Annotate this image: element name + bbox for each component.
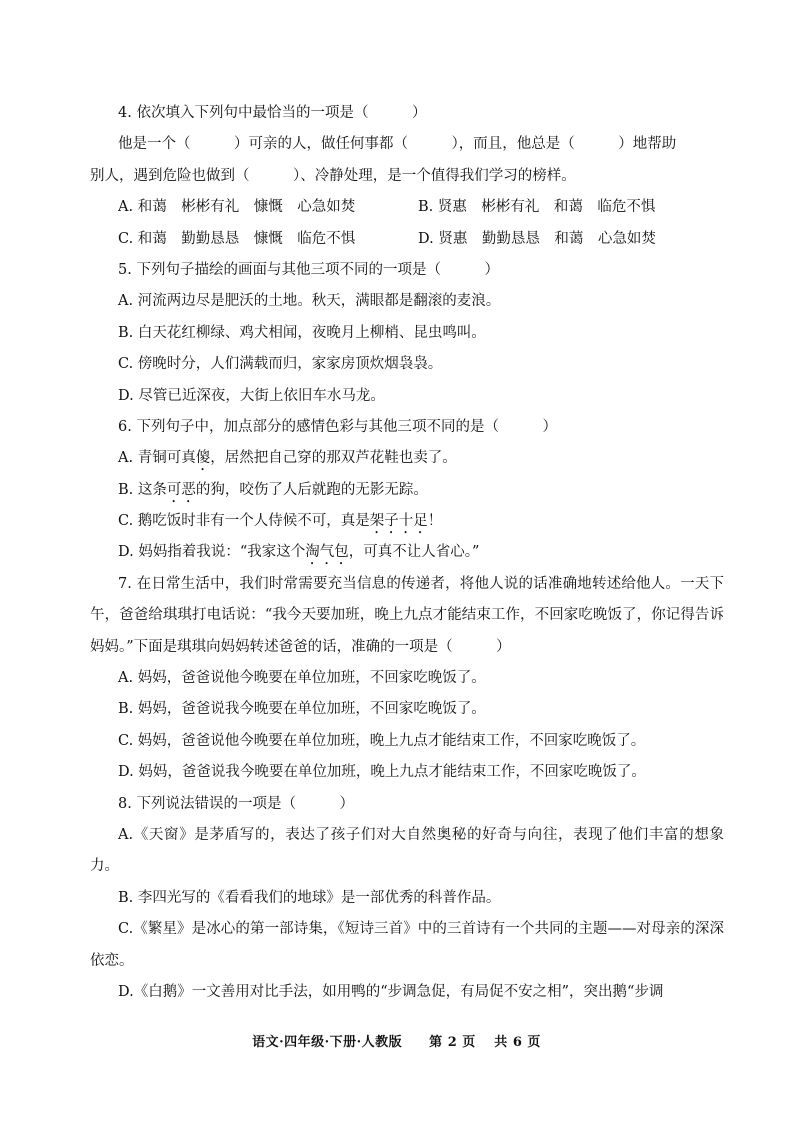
q4-sentence-line-1: 他是一个（ ）可亲的人，做任何事都（ ），而且，他总是（ ）地帮助 — [118, 136, 677, 153]
q6-option-d — [90, 537, 724, 568]
q8-option-b: B. 李四光写的《看看我们的地球》是一部优秀的科普作品。 — [118, 889, 501, 906]
q6-option-a-text-end: ，居然把自己穿的那双芦花鞋也卖了。 — [210, 450, 457, 467]
q8-stem: 8. 下列说法错误的一项是（ ） — [118, 795, 354, 812]
q5-option-d: D. 尽管已近深夜，大街上依旧车水马龙。 — [118, 387, 385, 404]
page-footer: 语文·四年级·下册·人教版 第 2 页 共 6 页 — [252, 1035, 541, 1050]
q6-option-d-text-end: ，可真不让人省心。” — [348, 544, 480, 561]
q8-option-a: A.《天窗》是茅盾写的，表达了孩子们对大自然奥秘的好奇与向往，表现了他们丰富的想象力。 — [90, 827, 724, 875]
q4-option-b: B. 贤惠 彬彬有礼 和蔼 临危不惧 — [418, 199, 656, 216]
q4-options-row-1 — [90, 192, 724, 223]
q4-option-c: C. 和蔼 勤勤恳恳 慷慨 临危不惧 — [118, 230, 356, 247]
q6-option-a — [90, 443, 724, 474]
q4-option-a: A. 和蔼 彬彬有礼 慷慨 心急如焚 — [118, 199, 356, 216]
q7-option-c: C. 妈妈，爸爸说他今晚要在单位加班，晚上九点才能结束工作，不回家吃晚饭了。 — [118, 732, 646, 749]
q6-option-c — [90, 506, 724, 537]
q6-option-c-text: C. 鹅吃饭时非有一个人侍候不可，真是 — [118, 513, 370, 530]
q5-stem: 5. 下列句子描绘的画面与其他三项不同的一项是（ ） — [118, 261, 499, 278]
q5-option-b: B. 白天花红柳绿、鸡犬相闻，夜晚月上柳梢、昆虫鸣叫。 — [118, 324, 486, 341]
q6-option-d-emphasis: 淘气包 — [305, 544, 349, 561]
q7-option-b: B. 妈妈，爸爸说我今晚要在单位加班，不回家吃晚饭了。 — [118, 701, 486, 718]
q7-option-d: D. 妈妈，爸爸说我今晚要在单位加班，晚上九点才能结束工作，不回家吃晚饭了。 — [118, 764, 646, 781]
q4-stem: 4. 依次填入下列句中最恰当的一项是（ ） — [118, 105, 427, 121]
q8-option-c: C.《繁星》是冰心的第一部诗集，《短诗三首》中的三首诗有一个共同的主题——对母亲的深深依恋。 — [90, 921, 724, 969]
q6-option-c-text-end: ！ — [427, 513, 443, 530]
q6-option-c-emphasis: 架子十足 — [369, 513, 428, 530]
q4-options-row-2 — [90, 224, 724, 255]
q4-option-d: D. 贤惠 勤勤恳恳 和蔼 心急如焚 — [418, 230, 656, 247]
q7-stem: 7. 在日常生活中，我们时常需要充当信息的传递者，将他人说的话准确地转述给他人。一天下午，爸爸给琪琪打电话说：“我今天要加班，晚上九点才能结束工作，不回家吃晚饭了，你记得告诉妈妈。”下面是琪琪向妈妈转述爸爸的话，准确的一项是（ ） — [90, 575, 724, 655]
q6-stem: 6. 下列句子中，加点部分的感情色彩与其他三项不同的是（ ） — [118, 418, 557, 435]
q5-option-c: C. 傍晚时分，人们满载而归，家家房顶炊烟袅袅。 — [118, 356, 443, 373]
q6-option-a-emphasis: 傻 — [195, 450, 211, 467]
q6-option-b — [90, 475, 724, 506]
exam-page — [90, 98, 724, 1008]
q5-option-a: A. 河流两边尽是肥沃的土地。秋天，满眼都是翻滚的麦浪。 — [118, 293, 501, 310]
q6-option-b-text: B. 这条 — [118, 481, 167, 498]
q8-option-d: D.《白鹅》一文善用对比手法，如用鸭的“步调急促，有局促不安之相”，突出鹅“步调 — [118, 984, 664, 1001]
q6-option-b-text-end: 的狗，咬伤了人后就跑的无影无踪。 — [195, 481, 428, 498]
q6-option-b-emphasis: 可恶 — [166, 481, 196, 498]
q6-option-d-text: D. 妈妈指着我说：“我家这个 — [118, 544, 306, 561]
q4-sentence-line-2: 别人，遇到危险也做到（ ）、冷静处理，是一个值得我们学习的榜样。 — [90, 167, 576, 184]
q6-option-a-text: A. 青铜可真 — [118, 450, 196, 467]
q7-option-a: A. 妈妈，爸爸说他今晚要在单位加班，不回家吃晚饭了。 — [118, 670, 486, 687]
